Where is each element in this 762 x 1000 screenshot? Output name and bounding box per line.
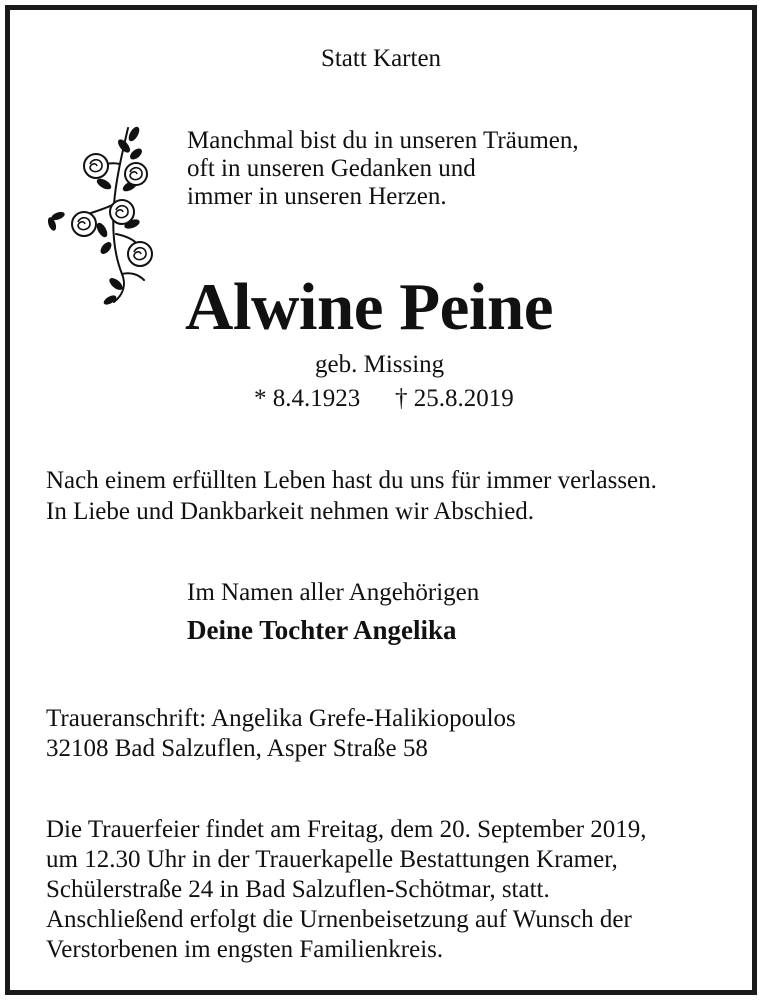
farewell-line: In Liebe und Dankbarkeit nehmen wir Abschied. <box>46 498 535 525</box>
address-line: Traueranschrift: Angelika Grefe-Halikiopoulos <box>46 705 516 732</box>
ceremony-line: um 12.30 Uhr in der Trauerkapelle Bestattungen Kramer, <box>46 846 618 873</box>
signature-intro: Im Namen aller Angehörigen <box>187 579 480 606</box>
poem-line: immer in unseren Herzen. <box>187 183 447 210</box>
ceremony-line: Verstorbenen im engsten Familienkreis. <box>46 936 444 963</box>
ceremony-line: Schülerstraße 24 in Bad Salzuflen-Schötmar, statt. <box>46 876 550 903</box>
maiden-name: geb. Missing <box>315 351 445 378</box>
deceased-name: Alwine Peine <box>185 270 554 344</box>
rose-branch-icon <box>44 124 166 306</box>
signer-name: Deine Tochter Angelika <box>187 615 457 645</box>
death-date: † 25.8.2019 <box>395 385 514 412</box>
farewell-line: Nach einem erfüllten Leben hast du uns für immer verlassen. <box>46 467 657 494</box>
birth-date: * 8.4.1923 <box>254 385 361 412</box>
poem-line: oft in unseren Gedanken und <box>187 155 476 182</box>
header-title: Statt Karten <box>320 45 442 72</box>
ceremony-line: Die Trauerfeier findet am Freitag, dem 20. September 2019, <box>46 816 647 843</box>
address-line: 32108 Bad Salzuflen, Asper Straße 58 <box>46 735 428 762</box>
poem-line: Manchmal bist du in unseren Träumen, <box>187 127 579 154</box>
ceremony-line: Anschließend erfolgt die Urnenbeisetzung auf Wunsch der <box>46 906 632 933</box>
